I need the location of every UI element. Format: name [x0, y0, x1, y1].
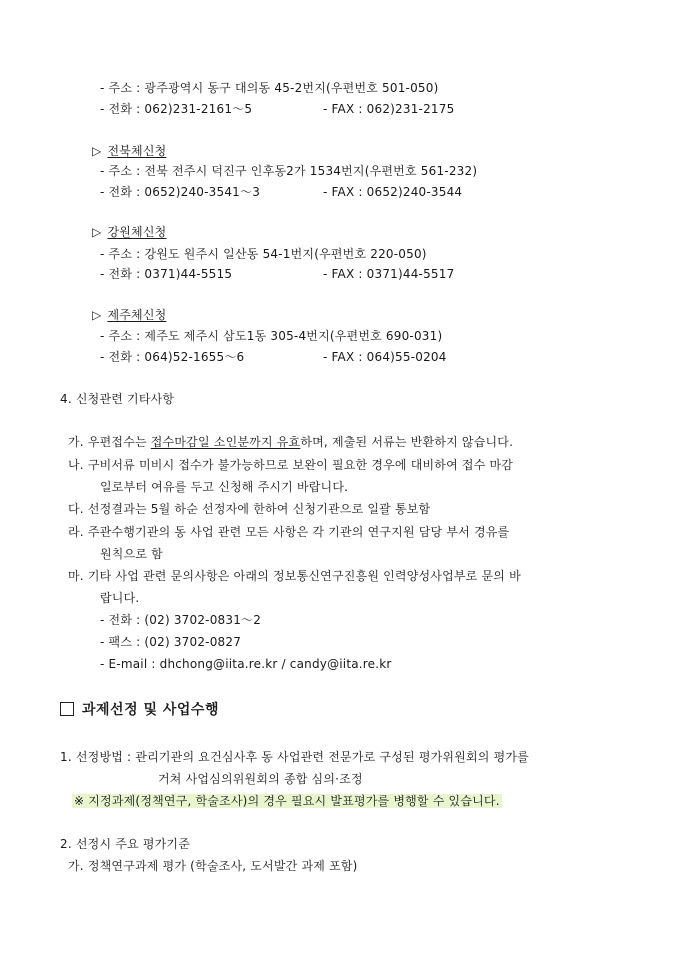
jeju-fax: - FAX : 064)55-0204: [323, 350, 447, 364]
gwangju-fax: - FAX : 062)231-2175: [323, 102, 455, 116]
item-ga: [68, 434, 513, 450]
selection-method-line1: 1. 선정방법 : 관리기관의 요건심사후 동 사업관련 전문가로 구성된 평가위원회의 평가를: [60, 750, 529, 764]
item-na-line2: 일로부터 여유를 두고 신청해 주시기 바랍니다.: [100, 480, 349, 494]
gwangju-phone: - 전화 : 062)231-2161～5: [100, 102, 253, 116]
item-na-line1: 나. 구비서류 미비시 접수가 불가능하므로 보완이 필요한 경우에 대비하여 접수 마감: [68, 458, 514, 472]
gangwon-title: 강원체신청: [107, 225, 167, 239]
selection-method-line2: 거쳐 사업심의위원회의 종합 심의·조정: [158, 772, 363, 786]
jeju-title: 제주체신청: [107, 308, 167, 322]
selection-note: [72, 793, 502, 809]
selection-note-highlight: ※ 지정과제(정책연구, 학술조사)의 경우 필요시 발표평가를 병행할 수 있습니다.: [74, 794, 500, 808]
item-ra-line1: 라. 주관수행기관의 동 사업 관련 모든 사항은 각 기관의 연구지원 담당 부서 경유를: [68, 525, 510, 539]
contact-fax: - 팩스 : (02) 3702-0827: [100, 635, 242, 649]
contact-email[interactable]: - E-mail : dhchong@iita.re.kr / candy@iita.re.kr: [100, 657, 392, 671]
jeju-phone: - 전화 : 064)52-1655～6: [100, 350, 245, 364]
item-ga-suffix: 하며, 제출된 서류는 반환하지 않습니다.: [300, 435, 514, 449]
item-da: 다. 선정결과는 5월 하순 선정자에 한하여 신청기관으로 일괄 통보함: [68, 502, 431, 516]
triangle-bullet-icon: ▷: [92, 225, 102, 239]
triangle-bullet-icon: ▷: [92, 144, 102, 158]
checkbox-square-icon: [60, 702, 74, 716]
gangwon-fax: - FAX : 0371)44-5517: [323, 267, 455, 281]
triangle-bullet-icon: ▷: [92, 308, 102, 322]
item-ga-underlined: 접수마감일 소인분까지 유효: [150, 435, 301, 449]
jeju-heading: [92, 307, 166, 323]
jeonbuk-title: 전북체신청: [107, 144, 167, 158]
criteria-title: 2. 선정시 주요 평가기준: [60, 837, 191, 851]
section4-title: 4. 신청관련 기타사항: [60, 392, 175, 406]
jeonbuk-address: - 주소 : 전북 전주시 덕진구 인후동2가 1534번지(우편번호 561-232): [100, 164, 478, 178]
jeonbuk-phone: - 전화 : 0652)240-3541～3: [100, 185, 261, 199]
gangwon-phone: - 전화 : 0371)44-5515: [100, 267, 233, 281]
criteria-ga: 가. 정책연구과제 평가 (학술조사, 도서발간 과제 포함): [68, 859, 358, 873]
section-heading: [60, 702, 219, 718]
item-ra-line2: 원칙으로 함: [100, 547, 163, 561]
contact-phone: - 전화 : (02) 3702-0831～2: [100, 613, 262, 627]
jeonbuk-fax: - FAX : 0652)240-3544: [323, 185, 463, 199]
jeju-address: - 주소 : 제주도 제주시 삼도1동 305-4번지(우편번호 690-031): [100, 329, 443, 343]
gwangju-address: - 주소 : 광주광역시 동구 대의동 45-2번지(우편번호 501-050): [100, 81, 439, 95]
item-ga-prefix: 가. 우편접수는: [68, 435, 151, 449]
section-heading-text: 과제선정 및 사업수행: [82, 702, 219, 718]
item-ma-line2: 랍니다.: [100, 591, 140, 605]
item-ma-line1: 마. 기타 사업 관련 문의사항은 아래의 정보통신연구진흥원 인력양성사업부로 문의 바: [68, 569, 521, 583]
jeonbuk-heading: [92, 143, 166, 159]
gangwon-address: - 주소 : 강원도 원주시 일산동 54-1번지(우편번호 220-050): [100, 247, 427, 261]
gangwon-heading: [92, 224, 166, 240]
